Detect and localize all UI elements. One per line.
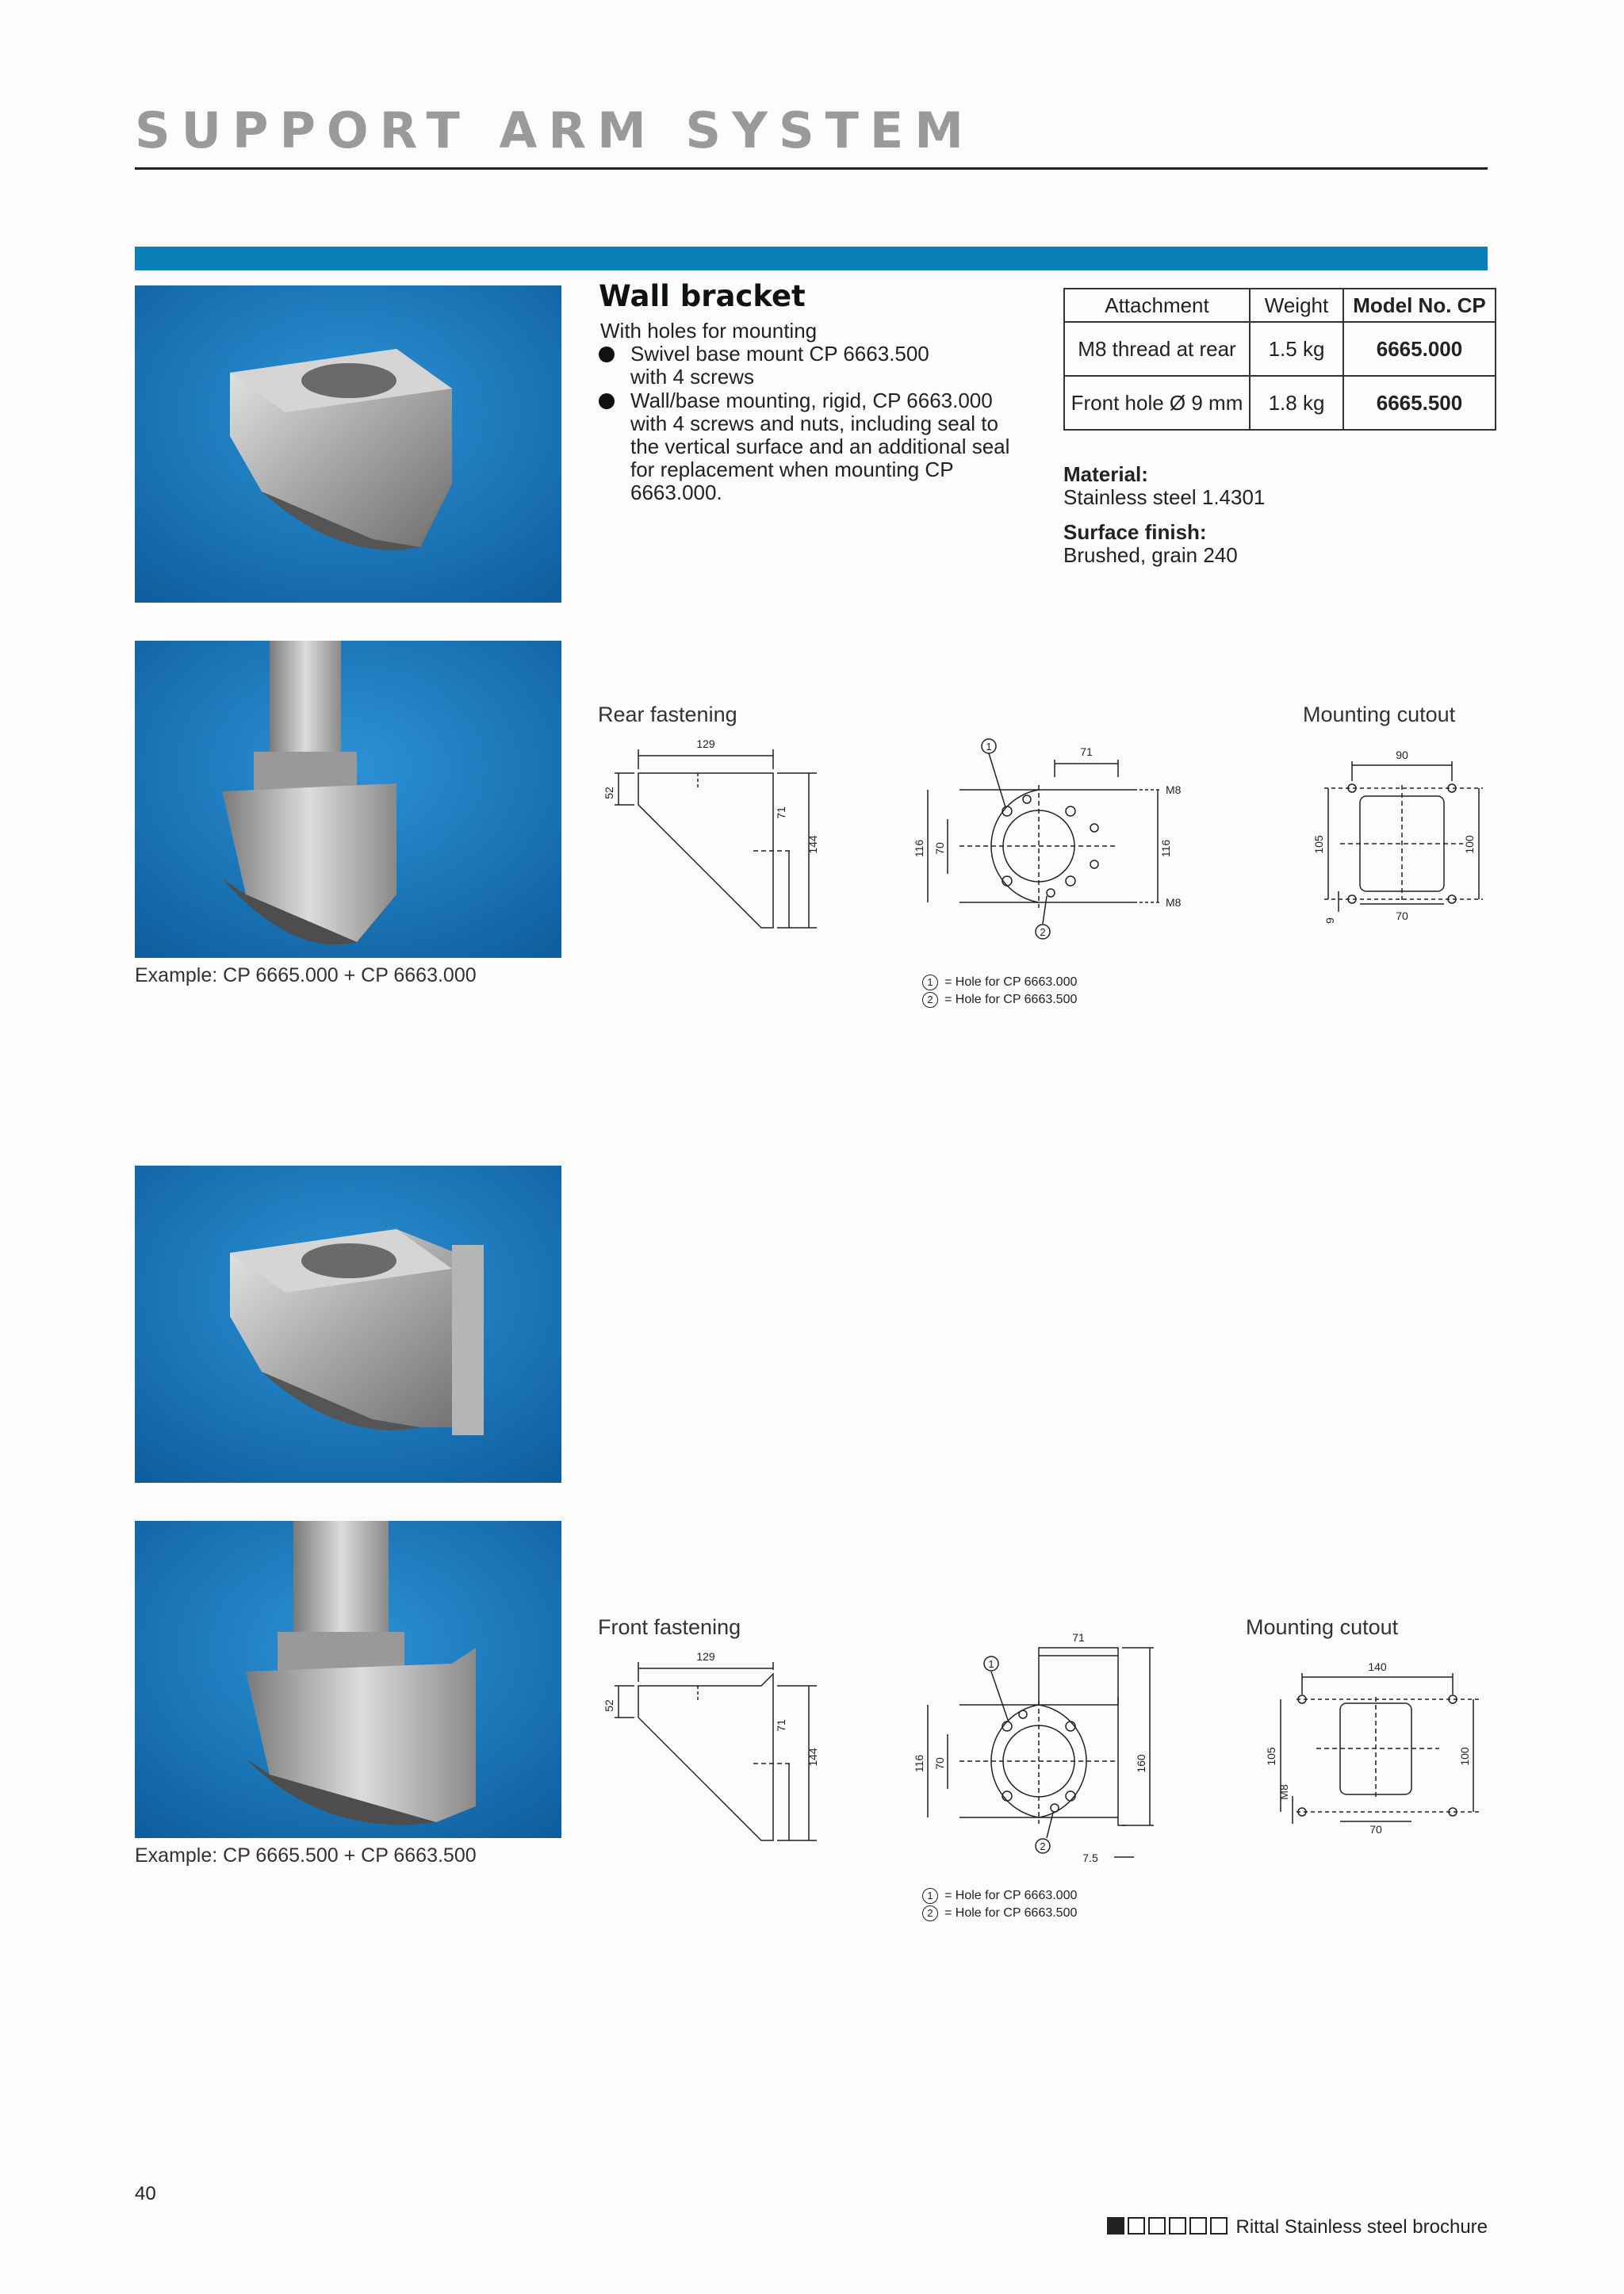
page-title: SUPPORT ARM SYSTEM xyxy=(135,101,975,159)
dim-label: 71 xyxy=(1072,1631,1085,1644)
marker-label: 1 xyxy=(988,1658,994,1670)
dim-label: 100 xyxy=(1463,835,1476,854)
table-cell: Front hole Ø 9 mm xyxy=(1064,376,1250,430)
finish-value: Brushed, grain 240 xyxy=(1063,543,1238,567)
marker-icon: 1 xyxy=(922,975,938,990)
marker-label: 2 xyxy=(1040,926,1046,938)
dim-label: 7.5 xyxy=(1082,1852,1098,1863)
square-outline-icon xyxy=(1210,2217,1228,2235)
dim-label: 105 xyxy=(1312,835,1325,854)
marker-label: 1 xyxy=(986,741,992,753)
dim-label: 90 xyxy=(1396,749,1408,761)
legend-item xyxy=(922,991,1077,1009)
caption-example-2: Example: CP 6665.500 + CP 6663.500 xyxy=(135,1844,477,1867)
photo-wall-bracket-rear xyxy=(135,285,561,603)
legend-text: = Hole for CP 6663.000 xyxy=(944,975,1078,989)
material-label: Material: xyxy=(1063,462,1148,486)
marker-icon: 2 xyxy=(922,1905,938,1921)
photo-example-rear-assembly xyxy=(135,641,561,958)
dim-label: M8 xyxy=(1166,783,1182,796)
dim-label: 71 xyxy=(1080,745,1093,758)
table-cell: M8 thread at rear xyxy=(1064,322,1250,376)
finish-label: Surface finish: xyxy=(1063,520,1207,544)
front-side-drawing xyxy=(595,1646,833,1852)
dim-label: 116 xyxy=(913,839,925,858)
dim-label: 52 xyxy=(603,1699,615,1712)
front-cutout-drawing xyxy=(1237,1653,1491,1836)
dim-label: 144 xyxy=(806,1748,819,1767)
bullet-icon xyxy=(599,347,615,362)
marker-icon: 2 xyxy=(922,992,938,1008)
table-cell: 6665.000 xyxy=(1343,322,1496,376)
photo-example-front-assembly xyxy=(135,1521,561,1838)
page-number: 40 xyxy=(135,2183,156,2204)
dim-label: 70 xyxy=(933,842,946,855)
rear-cutout-heading: Mounting cutout xyxy=(1303,703,1456,726)
rear-legend xyxy=(922,974,1077,1009)
table-header-row xyxy=(1064,289,1496,322)
square-outline-icon xyxy=(1128,2217,1145,2235)
front-fastening-heading: Front fastening xyxy=(598,1615,741,1639)
accent-bar xyxy=(135,247,1488,270)
product-intro: With holes for mounting xyxy=(600,319,818,343)
photo-wall-bracket-front xyxy=(135,1166,561,1483)
dim-label: 116 xyxy=(1159,839,1172,858)
dim-label: 70 xyxy=(1396,910,1408,922)
table-cell: 1.5 kg xyxy=(1250,322,1343,376)
dim-label: 70 xyxy=(933,1757,946,1770)
square-outline-icon xyxy=(1148,2217,1166,2235)
table-row xyxy=(1064,376,1496,430)
dim-label: 70 xyxy=(1369,1823,1382,1836)
column-header: Model No. CP xyxy=(1343,289,1496,322)
square-filled-icon xyxy=(1107,2217,1124,2235)
front-cutout-heading: Mounting cutout xyxy=(1246,1615,1399,1639)
dim-label: 140 xyxy=(1368,1660,1387,1673)
front-front-drawing xyxy=(912,1626,1189,1863)
material-value: Stainless steel 1.4301 xyxy=(1063,485,1266,509)
square-outline-icon xyxy=(1169,2217,1186,2235)
column-header: Weight xyxy=(1250,289,1343,322)
dim-label: 129 xyxy=(696,1650,715,1663)
dim-label: 100 xyxy=(1458,1747,1471,1766)
bullet-icon xyxy=(599,393,615,409)
legend-item xyxy=(922,1887,1077,1905)
spec-table xyxy=(1063,288,1496,431)
dim-label: 105 xyxy=(1265,1747,1277,1766)
column-header: Attachment xyxy=(1064,289,1250,322)
legend-text: = Hole for CP 6663.500 xyxy=(944,993,1078,1006)
product-title: Wall bracket xyxy=(599,279,806,313)
rear-front-drawing xyxy=(912,737,1189,952)
legend-item xyxy=(922,974,1077,991)
dim-label: 71 xyxy=(775,1719,787,1732)
bullet-item xyxy=(599,343,1027,389)
square-outline-icon xyxy=(1189,2217,1207,2235)
dim-label: 116 xyxy=(913,1754,925,1773)
table-cell: 1.8 kg xyxy=(1250,376,1343,430)
marker-label: 2 xyxy=(1040,1840,1046,1852)
rear-side-drawing xyxy=(595,733,833,940)
bullet-text: Wall/base mounting, rigid, CP 6663.000 with 4 screws and nuts, including seal to the vertical surface and an additional seal for replacement when mounting CP 6663.000. xyxy=(630,389,1010,504)
dim-label: M8 xyxy=(1277,1784,1290,1800)
table-row xyxy=(1064,322,1496,376)
legend-item xyxy=(922,1905,1077,1922)
footer-text: Rittal Stainless steel brochure xyxy=(1235,2216,1488,2238)
dim-label: 52 xyxy=(603,787,615,799)
legend-text: = Hole for CP 6663.500 xyxy=(944,1906,1078,1920)
rear-cutout-drawing xyxy=(1293,741,1507,940)
dim-label: M8 xyxy=(1166,896,1182,909)
dim-label: 71 xyxy=(775,806,787,819)
dim-label: 9 xyxy=(1323,917,1336,924)
front-legend xyxy=(922,1887,1077,1922)
table-cell: 6665.500 xyxy=(1343,376,1496,430)
bullet-text: Swivel base mount CP 6663.500 with 4 screws xyxy=(630,342,929,389)
dim-label: 144 xyxy=(806,835,819,854)
dim-label: 160 xyxy=(1135,1754,1147,1773)
title-rule xyxy=(135,167,1488,170)
legend-text: = Hole for CP 6663.000 xyxy=(944,1889,1078,1902)
rear-fastening-heading: Rear fastening xyxy=(598,703,737,726)
bullet-item xyxy=(599,389,1027,504)
caption-example-1: Example: CP 6665.000 + CP 6663.000 xyxy=(135,964,477,986)
dim-label: 129 xyxy=(696,737,715,750)
footer-brochure xyxy=(1107,2216,1488,2238)
marker-icon: 1 xyxy=(922,1888,938,1904)
